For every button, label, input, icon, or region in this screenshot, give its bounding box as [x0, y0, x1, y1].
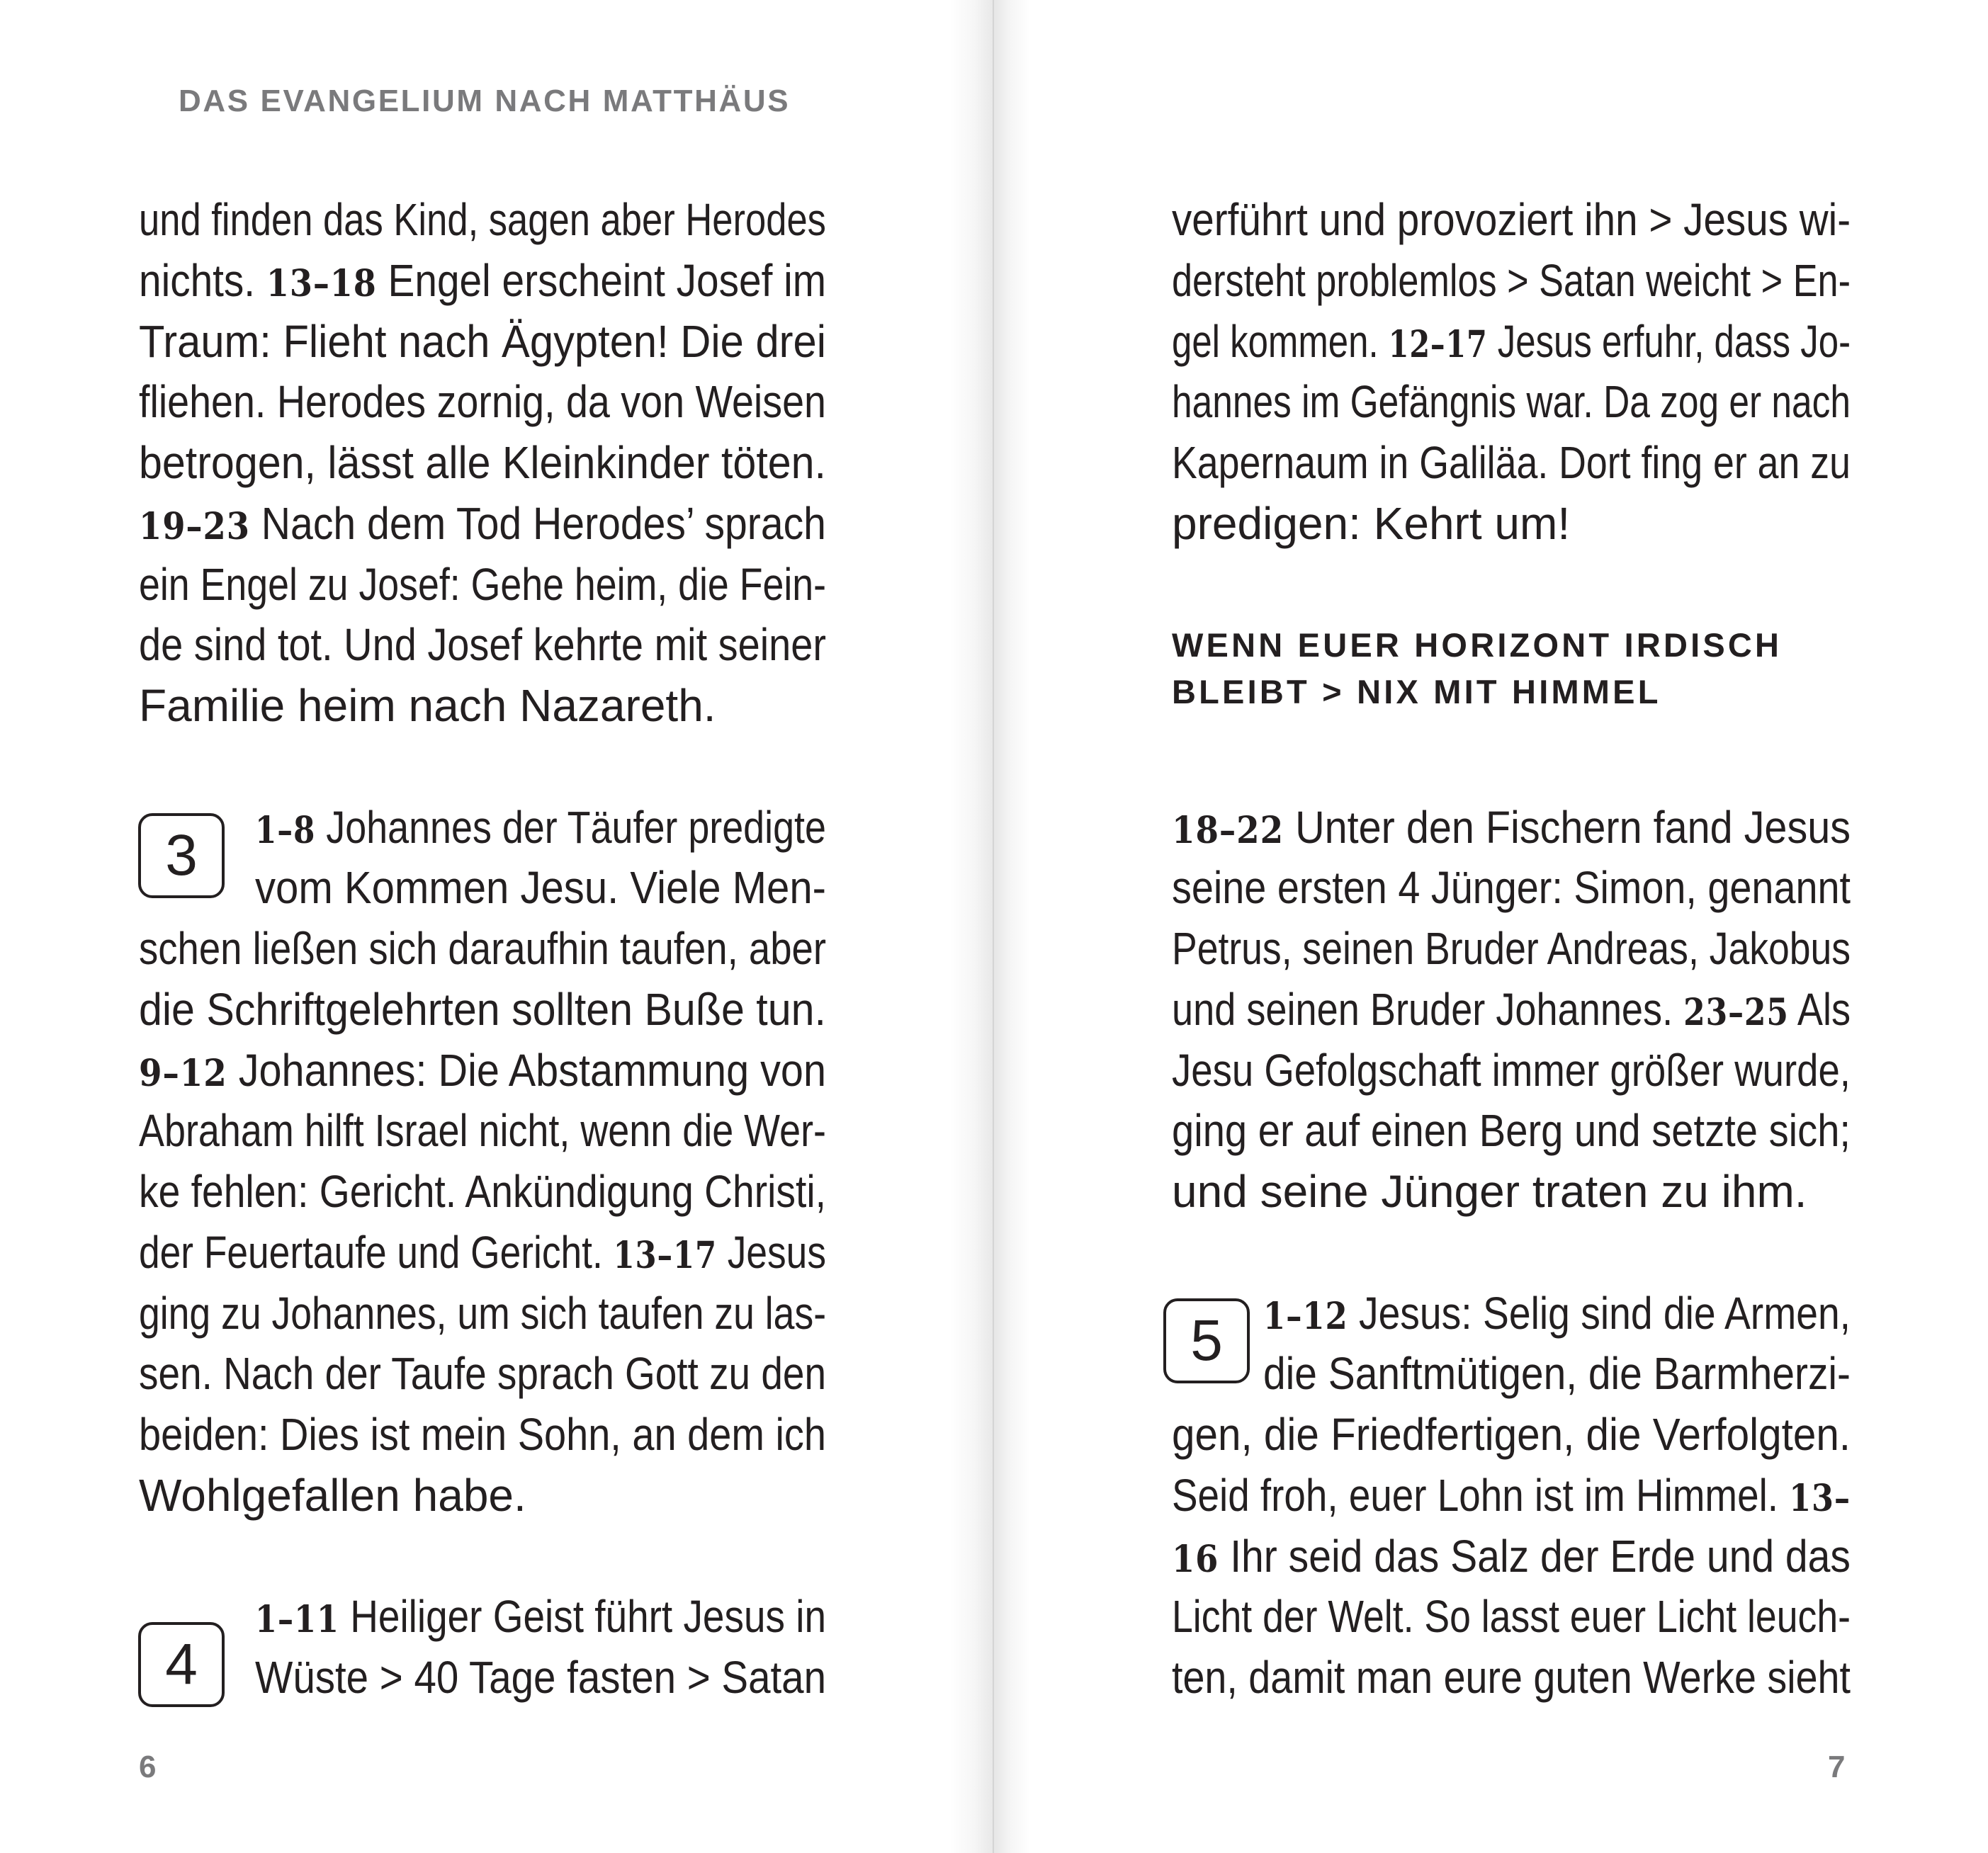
page-number-right: 7	[1828, 1750, 1846, 1784]
text-line	[139, 495, 826, 552]
chapter-number-4: 4	[138, 1622, 225, 1707]
text-line	[1172, 191, 1851, 248]
text-run: die Schriftgelehrten sollten Buße tun.	[139, 983, 826, 1035]
text-run: Johannes: Die Abstammung von	[227, 1044, 826, 1096]
verse-number: 1–12	[1263, 1294, 1348, 1338]
verse-number: 19–23	[139, 504, 250, 548]
text-run: predigen: Kehrt um!	[1172, 497, 1571, 549]
book-fold	[993, 0, 994, 1853]
text-line	[255, 1588, 826, 1645]
text-run: gen, die Friedfertigen, die Verfolgten.	[1172, 1409, 1851, 1460]
running-head: DAS EVANGELIUM NACH MATTHÄUS	[179, 84, 791, 118]
text-line	[255, 1649, 826, 1706]
text-line	[139, 1042, 826, 1099]
text-line	[139, 677, 826, 734]
text-run: Ihr seid das Salz der Erde und das	[1219, 1530, 1851, 1582]
text-run: hannes im Gefängnis war. Da zog er nach	[1172, 376, 1851, 428]
text-run: seine ersten 4 Jünger: Simon, genannt	[1172, 862, 1851, 914]
text-line	[1263, 1345, 1851, 1402]
text-run: ke fehlen: Gericht. Ankündigung Christi,	[139, 1166, 826, 1217]
gutter-shadow-right	[993, 0, 1030, 1853]
text-line	[139, 1224, 826, 1281]
gutter-shadow-left	[949, 0, 993, 1853]
text-line	[1172, 434, 1851, 491]
text-run: Jesus erfuhr, dass Jo-	[1487, 315, 1851, 367]
text-line	[139, 1102, 826, 1159]
text-line	[1172, 1467, 1851, 1524]
section-heading-line-2: BLEIBT > NIX MIT HIMMEL	[1172, 673, 1661, 710]
page-number-left: 6	[139, 1750, 157, 1784]
text-run: sen. Nach der Taufe sprach Gott zu den	[139, 1348, 827, 1400]
text-run: Wüste > 40 Tage fasten > Satan	[255, 1652, 827, 1703]
text-run: Engel erscheint Josef im	[376, 254, 827, 306]
text-line	[139, 981, 826, 1038]
text-line	[139, 1285, 826, 1342]
text-line	[139, 373, 826, 430]
text-run: Abraham hilft Israel nicht, wenn die Wer-	[139, 1105, 826, 1157]
chapter-number-5: 5	[1163, 1298, 1250, 1383]
text-run: Familie heim nach Nazareth.	[139, 680, 716, 731]
text-run: Seid froh, euer Lohn ist im Himmel.	[1172, 1469, 1790, 1521]
text-line	[1172, 1588, 1851, 1645]
text-line	[1172, 1406, 1851, 1463]
text-line	[1172, 859, 1851, 916]
text-line	[139, 920, 826, 977]
text-line	[139, 1163, 826, 1220]
text-run: ging zu Johannes, um sich taufen zu las-	[139, 1287, 827, 1339]
text-run: beiden: Dies ist mein Sohn, an dem ich	[139, 1409, 826, 1460]
text-run: Licht der Welt. So lasst euer Licht leuch-	[1172, 1591, 1851, 1643]
text-run: vom Kommen Jesu. Viele Men-	[255, 862, 827, 914]
text-line	[1172, 1042, 1851, 1099]
text-run: Jesu Gefolgschaft immer größer wurde,	[1172, 1044, 1851, 1096]
text-run: und seine Jünger traten zu ihm.	[1172, 1166, 1807, 1217]
text-line	[1172, 373, 1851, 430]
text-run: Kapernaum in Galiläa. Dort fing er an zu	[1172, 437, 1851, 488]
text-line	[1172, 981, 1851, 1038]
text-line	[1172, 1102, 1851, 1159]
chapter-number-3: 3	[138, 813, 225, 898]
text-line	[1172, 1649, 1851, 1706]
text-line	[139, 434, 826, 491]
text-run: schen ließen sich daraufhin taufen, aber	[139, 923, 827, 974]
text-line	[255, 859, 826, 916]
verse-number: 13–17	[613, 1233, 717, 1277]
verse-number: 13–18	[266, 261, 377, 305]
text-run: nichts.	[139, 254, 266, 306]
text-run: ging er auf einen Berg und setzte sich;	[1172, 1105, 1851, 1157]
text-run: Wohlgefallen habe.	[139, 1469, 526, 1521]
text-line	[1172, 920, 1851, 977]
text-run: Unter den Fischern fand Jesus	[1284, 801, 1851, 853]
text-line	[139, 1406, 826, 1463]
text-run: betrogen, lässt alle Kleinkinder töten.	[139, 437, 826, 488]
text-line	[1172, 799, 1851, 856]
text-run: Nach dem Tod Herodes’ sprach	[249, 497, 826, 549]
verse-number: 1–8	[255, 808, 316, 852]
text-run: Johannes der Täufer predigte	[315, 801, 826, 853]
verse-number: 23–25	[1683, 990, 1789, 1034]
text-run: gel kommen.	[1172, 315, 1389, 367]
text-run: Traum: Flieht nach Ägypten! Die drei	[139, 315, 826, 367]
text-line	[139, 252, 826, 309]
text-run: ten, damit man eure guten Werke sieht	[1172, 1652, 1851, 1703]
text-run: verführt und provoziert ihn > Jesus wi-	[1172, 194, 1851, 245]
text-run: ein Engel zu Josef: Gehe heim, die Fein-	[139, 558, 827, 610]
text-run: und seinen Bruder Johannes.	[1172, 983, 1684, 1035]
text-line	[1172, 1528, 1851, 1585]
text-run: Heiliger Geist führt Jesus in	[339, 1591, 827, 1643]
text-run: Jesus: Selig sind die Armen,	[1348, 1287, 1851, 1339]
verse-number: 9–12	[139, 1051, 227, 1095]
text-line	[1172, 252, 1851, 309]
verse-number: 12–17	[1388, 322, 1488, 366]
text-line	[1172, 495, 1851, 552]
text-line	[139, 616, 826, 673]
text-line	[139, 1345, 826, 1402]
text-run: fliehen. Herodes zornig, da von Weisen	[139, 376, 826, 428]
text-line	[255, 799, 826, 856]
text-line	[139, 556, 826, 613]
section-heading-line-1: WENN EUER HORIZONT IRDISCH	[1172, 626, 1783, 664]
text-run: der Feuertaufe und Gericht.	[139, 1226, 614, 1278]
text-run: Jesus	[716, 1226, 826, 1278]
verse-number: 1–11	[255, 1598, 339, 1642]
text-run: de sind tot. Und Josef kehrte mit seiner	[139, 619, 827, 671]
text-line	[139, 191, 826, 248]
text-line	[139, 313, 826, 370]
verse-number: 16	[1172, 1537, 1219, 1581]
text-run: Petrus, seinen Bruder Andreas, Jakobus	[1172, 923, 1851, 974]
text-line	[139, 1467, 826, 1524]
verse-number: 18–22	[1172, 808, 1284, 852]
text-line	[1172, 1163, 1851, 1220]
text-line	[1263, 1285, 1851, 1342]
text-line	[1172, 313, 1851, 370]
text-run: und finden das Kind, sagen aber Herodes	[139, 194, 826, 245]
verse-number: 13–	[1789, 1476, 1851, 1520]
text-run: dersteht problemlos > Satan weicht > En-	[1172, 254, 1851, 306]
text-run: Als	[1788, 983, 1851, 1035]
text-run: die Sanftmütigen, die Barmherzi-	[1263, 1348, 1851, 1400]
